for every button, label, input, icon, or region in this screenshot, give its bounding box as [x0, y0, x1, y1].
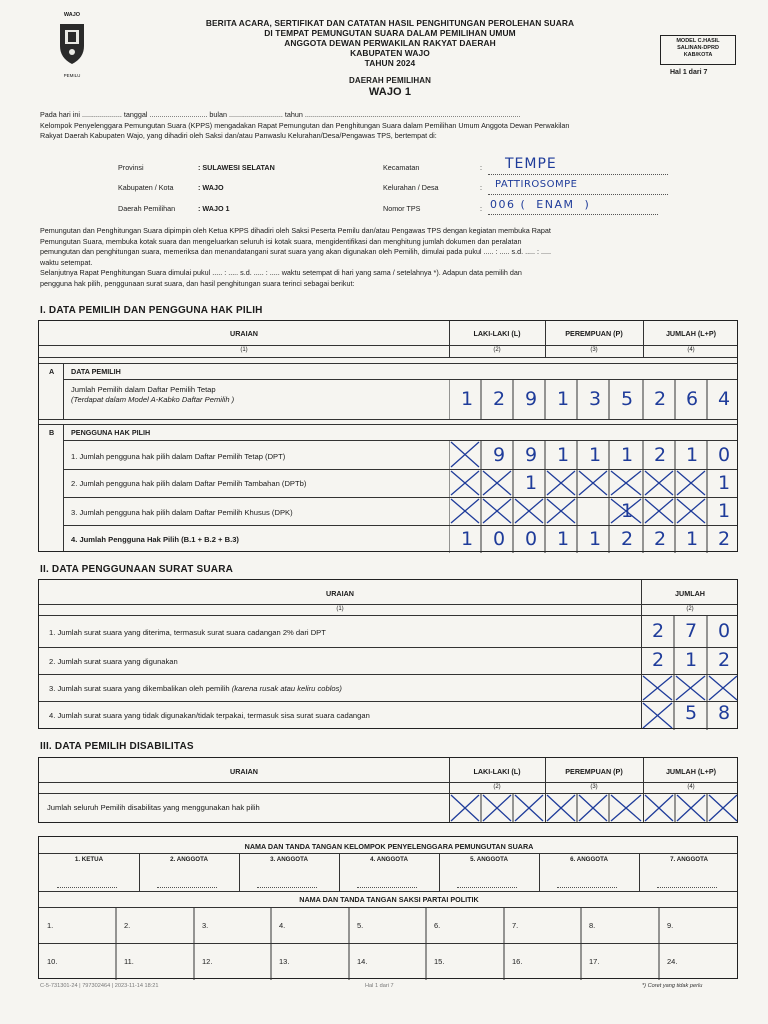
- s2-row-2: 2. Jumlah surat suara yang digunakan: [49, 657, 178, 666]
- kpps-title: NAMA DAN TANDA TANGAN KELOMPOK PENYELENGGARA PEMUNGUTAN SUARA: [244, 842, 534, 851]
- b4-digit-9: 2: [717, 528, 731, 550]
- provinsi-value: : SULAWESI SELATAN: [198, 163, 275, 172]
- section-2-table: [38, 579, 738, 729]
- section-2-title: II. DATA PENGGUNAAN SURAT SUARA: [40, 564, 234, 575]
- b1-digit-6: 1: [620, 444, 634, 466]
- title-line-2: DI TEMPAT PEMUNGUTAN SUARA DALAM PEMILIHAN UMUM: [264, 28, 516, 38]
- b4-digit-2: 0: [492, 528, 506, 550]
- s2-num-1: (1): [336, 606, 344, 612]
- kecamatan-label: Kecamatan: [383, 163, 420, 172]
- b1-digit-2: 9: [492, 444, 506, 466]
- proc-line-5: Selanjutnya Rapat Penghitungan Suara dimulai pukul ..... : ..... s.d. ..... : ..... waktu setempat di hari yang sama / setelahnya *). Adapun data pemilih dan: [40, 268, 522, 277]
- s1-col-laki: LAKI-LAKI (L): [473, 329, 521, 338]
- s3-num-3: (3): [590, 784, 598, 790]
- saksi-11: 11.: [124, 957, 134, 966]
- s1-a-row1: Jumlah Pemilih dalam Daftar Pemilih Tetap: [71, 385, 216, 394]
- proc-line-6: pengguna hak pilih, penggunaan surat suara, dan hasil penghitungan suara terinci sebagai berikut:: [40, 278, 355, 288]
- b1-digit-4: 1: [556, 444, 570, 466]
- s1-b-row4: 4. Jumlah Pengguna Hak Pilih (B.1 + B.2 + B.3): [71, 535, 239, 544]
- b1-digit-5: 1: [588, 444, 602, 466]
- s3-col-perempuan: PEREMPUAN (P): [565, 767, 623, 776]
- saksi-7: 7.: [512, 921, 519, 930]
- s1-a-row1-note: (Terdapat dalam Model A-Kabko Daftar Pemilih ): [71, 395, 235, 404]
- s2-r2-digit-3: 2: [717, 649, 731, 671]
- kelurahan-label: Kelurahan / Desa: [383, 183, 439, 192]
- title-line-1: BERITA ACARA, SERTIFIKAT DAN CATATAN HASIL PENGHITUNGAN PEROLEHAN SUARA: [205, 18, 575, 28]
- s1-num-2: (2): [493, 347, 501, 353]
- saksi-10: 10.: [47, 957, 58, 966]
- kpps-anggota-2: 2. ANGGOTA: [170, 856, 208, 863]
- s1-col-jumlah: JUMLAH (L+P): [665, 329, 717, 338]
- kpps-anggota-7: 7. ANGGOTA: [670, 856, 708, 863]
- s3-col-laki: LAKI-LAKI (L): [473, 767, 521, 776]
- s2-col-jumlah: JUMLAH: [675, 589, 705, 598]
- s3-num-4: (4): [687, 784, 695, 790]
- page-number: Hal 1 dari 7: [670, 69, 708, 76]
- s2-r4-digit-3: 8: [717, 702, 731, 724]
- s2-r2-digit-2: 1: [684, 649, 698, 671]
- proc-line-4: waktu setempat.: [40, 257, 93, 267]
- document-title: [150, 18, 630, 97]
- dapil-field-value: : WAJO 1: [198, 204, 230, 213]
- a-digit-2: 2: [492, 388, 506, 410]
- saksi-title: NAMA DAN TANDA TANGAN SAKSI PARTAI POLITIK: [299, 895, 479, 904]
- b3-digit-6: 1: [620, 500, 634, 522]
- saksi-24: 24.: [667, 957, 678, 966]
- saksi-17: 17.: [589, 957, 600, 966]
- s1-b-letter: B: [49, 428, 55, 437]
- s3-row-1: Jumlah seluruh Pemilih disabilitas yang menggunakan hak pilih: [47, 803, 260, 812]
- model-line-1: MODEL C.HASIL: [676, 38, 720, 44]
- section-3-table: [38, 757, 738, 823]
- b2-digit-3: 1: [524, 472, 538, 494]
- b3-digit-9: 1: [717, 500, 731, 522]
- s2-r2-digit-1: 2: [651, 649, 665, 671]
- b4-digit-1: 1: [460, 528, 474, 550]
- saksi-16: 16.: [512, 957, 523, 966]
- s2-col-uraian: URAIAN: [326, 589, 354, 598]
- b4-digit-3: 0: [524, 528, 538, 550]
- s2-row-3-text: 3. Jumlah surat suara yang dikembalikan oleh pemilih: [49, 684, 232, 693]
- kelurahan-value: PATTIROSOMPE: [495, 179, 578, 190]
- s3-col-jumlah: JUMLAH (L+P): [665, 767, 717, 776]
- saksi-4: 4.: [279, 921, 286, 930]
- section-1-table: [38, 320, 738, 552]
- footer-note: *) Coret yang tidak perlu: [642, 983, 703, 989]
- s1-b-title: PENGGUNA HAK PILIH: [71, 428, 151, 437]
- signature-table: [38, 836, 738, 979]
- b4-digit-8: 1: [685, 528, 699, 550]
- s2-r1-digit-2: 7: [684, 620, 698, 642]
- s1-col-uraian: URAIAN: [230, 329, 258, 338]
- s2-num-2: (2): [686, 606, 694, 612]
- b4-digit-5: 1: [588, 528, 602, 550]
- b4-digit-7: 2: [653, 528, 667, 550]
- s2-r1-digit-3: 0: [717, 620, 731, 642]
- b1-digit-9: 0: [717, 444, 731, 466]
- proc-line-1: Pemungutan dan Penghitungan Suara dipimpin oleh Ketua KPPS dihadiri oleh Saksi Peserta Pemilu dan/atau Pengawas TPS dengan kegiatan membuka Rapat: [40, 226, 551, 235]
- proc-line-3: pemungutan dan penghitungan suara, memeriksa dan menandatangani surat suara yang akan digunakan oleh Pemilih, dimulai pada pukul ..... : ..... s.d. ..... : .....: [40, 247, 552, 256]
- footer-page: Hal 1 dari 7: [365, 983, 394, 989]
- saksi-15: 15.: [434, 957, 445, 966]
- saksi-5: 5.: [357, 921, 364, 930]
- s2-r1-digit-1: 2: [651, 620, 665, 642]
- kecamatan-value: TEMPE: [505, 156, 557, 172]
- a-digit-9: 4: [717, 388, 731, 410]
- model-line-2: SALINAN-DPRD: [677, 45, 719, 51]
- saksi-1: 1.: [47, 921, 54, 930]
- b1-digit-8: 1: [685, 444, 699, 466]
- dapil-value: WAJO 1: [368, 86, 412, 98]
- s2-row-3: [49, 684, 342, 693]
- a-digit-6: 5: [620, 388, 634, 410]
- procedure-paragraph: [40, 226, 740, 289]
- s3-x-marks: [449, 793, 739, 823]
- title-line-5: TAHUN 2024: [364, 58, 416, 68]
- s3-col-uraian: URAIAN: [230, 767, 258, 776]
- saksi-9: 9.: [667, 921, 674, 930]
- section-1-title: I. DATA PEMILIH DAN PENGGUNA HAK PILIH: [40, 305, 263, 316]
- intro-paragraph: [40, 110, 740, 142]
- b4-digit-4: 1: [556, 528, 570, 550]
- s2-row-3-note: (karena rusak atau keliru coblos): [231, 684, 342, 693]
- a-digit-3: 9: [524, 388, 538, 410]
- s1-num-4: (4): [687, 347, 695, 353]
- intro-line-1: Pada hari ini .................... tanggal ............................. bulan ........................... tahun ............................................................................................................: [40, 110, 521, 119]
- s1-a-title: DATA PEMILIH: [71, 367, 121, 376]
- tps-label: Nomor TPS: [383, 204, 421, 213]
- kpps-anggota-6: 6. ANGGOTA: [570, 856, 608, 863]
- kpps-anggota-5: 5. ANGGOTA: [470, 856, 508, 863]
- logo-text-bottom: PEMILU: [63, 73, 81, 78]
- kpps-anggota-3: 3. ANGGOTA: [270, 856, 308, 863]
- s1-b-row3: 3. Jumlah pengguna hak pilih dalam Daftar Pemilih Khusus (DPK): [71, 508, 293, 517]
- s1-b-row1: 1. Jumlah pengguna hak pilih dalam Daftar Pemilih Tetap (DPT): [71, 452, 286, 461]
- a-digit-8: 6: [685, 388, 699, 410]
- title-line-3: ANGGOTA DEWAN PERWAKILAN RAKYAT DAERAH: [284, 38, 496, 48]
- saksi-grid: [39, 907, 739, 980]
- intro-line-2: Kelompok Penyelenggara Pemungutan Suara (KPPS) mengadakan Rapat Pemungutan dan Penghitungan Suara dalam Pemilihan Umum Anggota Dewan Perwakilan: [40, 120, 570, 130]
- a-digit-1: 1: [460, 388, 474, 410]
- section-3-title: III. DATA PEMILIH DISABILITAS: [40, 741, 194, 752]
- kpu-logo: [52, 12, 92, 80]
- s1-num-1: (1): [240, 347, 248, 353]
- provinsi-label: Provinsi: [118, 163, 144, 172]
- garuda-emblem-icon: [52, 18, 92, 68]
- saksi-6: 6.: [434, 921, 441, 930]
- saksi-8: 8.: [589, 921, 596, 930]
- intro-line-3: Rakyat Daerah Kabupaten Wajo, yang dihadiri oleh Saksi dan/atau Panwaslu Kelurahan/Desa/Pengawas TPS, bertempat di:: [40, 131, 437, 140]
- b1-digit-3: 9: [524, 444, 538, 466]
- a-digit-4: 1: [556, 388, 570, 410]
- saksi-12: 12.: [202, 957, 213, 966]
- s2-row-4: 4. Jumlah surat suara yang tidak digunakan/tidak terpakai, termasuk sisa surat suara cadangan: [49, 711, 370, 720]
- logo-text-top: WAJO: [63, 12, 81, 18]
- a-digit-5: 3: [588, 388, 602, 410]
- kpps-anggota-4: 4. ANGGOTA: [370, 856, 408, 863]
- saksi-14: 14.: [357, 957, 368, 966]
- kpps-ketua: 1. KETUA: [74, 856, 104, 863]
- saksi-2: 2.: [124, 921, 131, 930]
- saksi-13: 13.: [279, 957, 290, 966]
- s3-num-2: (2): [493, 784, 501, 790]
- footer-code: C-5-731301-24 | 797302464 | 2023-11-14 18:21: [40, 983, 159, 989]
- s2-r4-digit-2: 5: [684, 702, 698, 724]
- dapil-label: DAERAH PEMILIHAN: [348, 76, 432, 85]
- s1-num-3: (3): [590, 347, 598, 353]
- s1-col-perempuan: PEREMPUAN (P): [565, 329, 623, 338]
- tps-value: 006 ( ENAM ): [490, 198, 591, 211]
- kabupaten-value: : WAJO: [198, 183, 224, 192]
- kabupaten-label: Kabupaten / Kota: [118, 183, 174, 192]
- model-box: [660, 35, 736, 65]
- dapil-field-label: Daerah Pemilihan: [118, 204, 176, 213]
- proc-line-2: Pemungutan Suara, membuka kotak suara dan mengeluarkan seluruh isi kotak suara, mengidentifikasi dan menghitung jumlah dokumen dan peralatan: [40, 236, 522, 246]
- s1-b-row2: 2. Jumlah pengguna hak pilih dalam Daftar Pemilih Tambahan (DPTb): [71, 479, 307, 488]
- b4-digit-6: 2: [620, 528, 634, 550]
- title-line-4: KABUPATEN WAJO: [350, 48, 430, 58]
- saksi-3: 3.: [202, 921, 209, 930]
- b2-digit-9: 1: [717, 472, 731, 494]
- b1-digit-7: 2: [653, 444, 667, 466]
- s1-a-letter: A: [49, 367, 55, 376]
- model-line-3: KAB/KOTA: [683, 52, 713, 58]
- s2-row-1: 1. Jumlah surat suara yang diterima, termasuk surat suara cadangan 2% dari DPT: [49, 628, 326, 637]
- a-digit-7: 2: [653, 388, 667, 410]
